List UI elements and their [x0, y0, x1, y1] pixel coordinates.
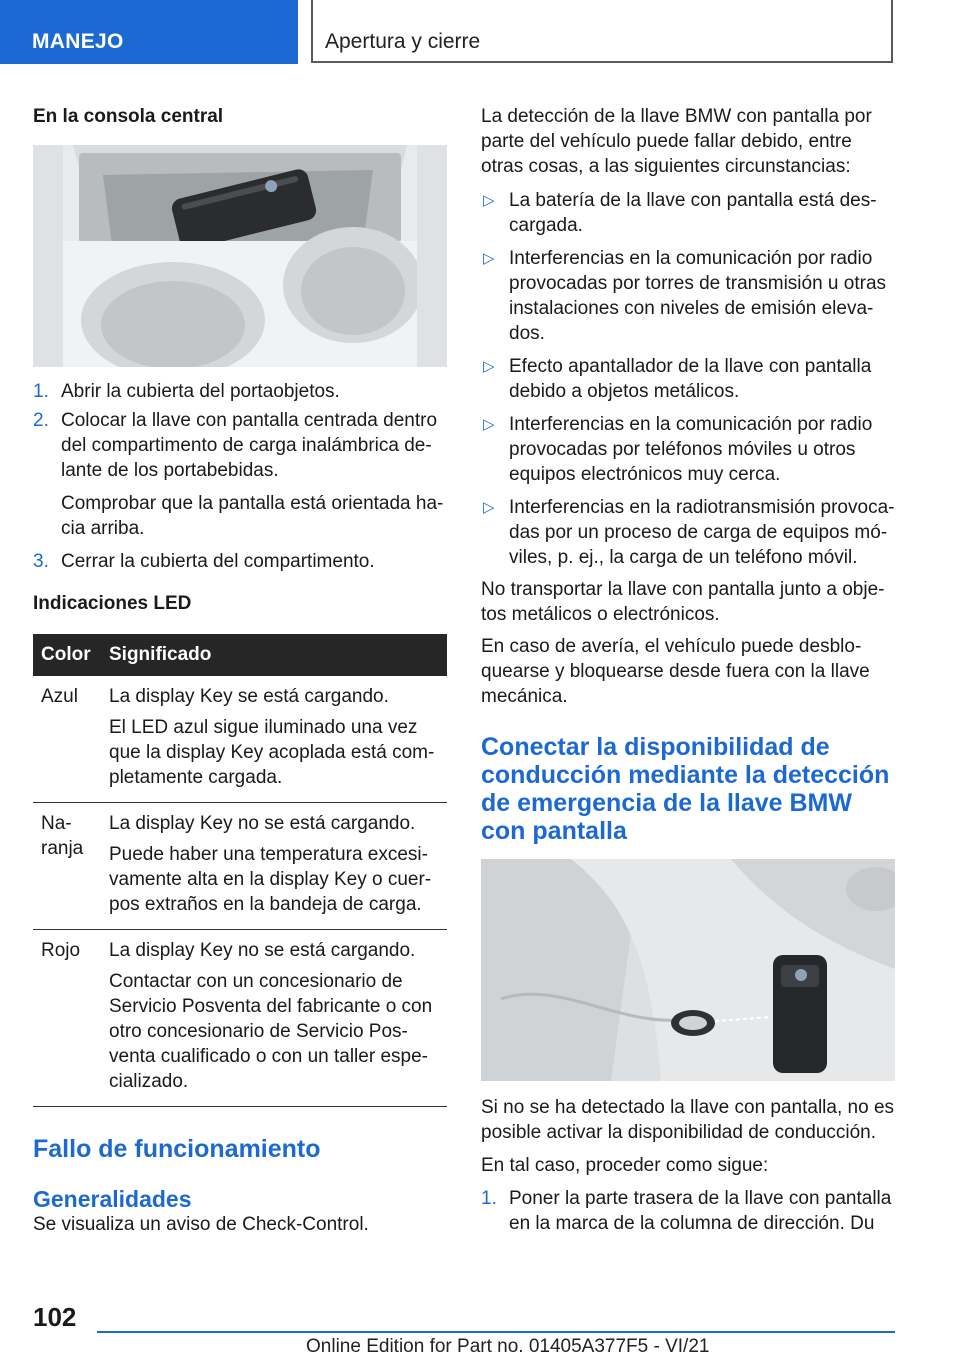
list-item — [33, 408, 447, 541]
chapter-box — [311, 0, 893, 63]
column-header-meaning: Significado — [101, 634, 447, 676]
step-number: 1. — [481, 1188, 497, 1209]
triangle-bullet-icon: ▷ — [483, 416, 495, 433]
chapter-title: Apertura y cierre — [325, 30, 481, 53]
list-item — [481, 354, 895, 404]
step-number: 1. — [33, 381, 49, 402]
cell-color: Azul — [33, 676, 101, 803]
page-number: 102 — [33, 1302, 77, 1332]
list-item — [33, 549, 447, 574]
edition-text: Online Edition for Part no. 01405A377F5 - VI/21 — [306, 1336, 710, 1357]
led-table — [33, 634, 447, 1107]
table-header-row — [33, 634, 447, 676]
section-title: MANEJO — [32, 30, 124, 53]
intro-text: La detección de la llave BMW con pantalla por parte del vehículo puede fallar debido, entre otras cosas, a las siguientes circunstancias: — [481, 106, 872, 177]
meaning-line: La display Key no se está cargando. — [109, 940, 416, 961]
section-tab — [0, 0, 298, 64]
list-item — [481, 495, 895, 570]
step-number: 2. — [33, 410, 49, 431]
step-text: Colocar la llave con pantalla centrada dentro del compartimento de carga inalámbrica delante de los portabebidas. — [61, 410, 438, 481]
step-text: Poner la parte trasera de la llave con pantalla en la marca de la columna de dirección. Du — [509, 1188, 892, 1234]
footer-divider — [97, 1331, 895, 1333]
cell-color: Rojo — [33, 930, 101, 1107]
right-column — [481, 104, 895, 1236]
meaning-line: La display Key no se está cargando. — [109, 813, 416, 834]
meaning-detail: Contactar con un concesionario de Servicio Posventa del fabricante o con otro concesionario de Servicio Posventa cualificado o con un taller especializado. — [109, 971, 433, 1092]
list-item — [481, 246, 895, 346]
bullet-text: Interferencias en la comunicación por radio provocadas por teléfonos móviles u otros equipos electrónicos muy cerca. — [509, 414, 873, 485]
list-item — [481, 188, 895, 238]
heading-console: En la consola central — [33, 106, 224, 127]
console-illustration — [33, 145, 447, 367]
bullet-text: Interferencias en la radiotransmisión provocadas por un proceso de carga de equipos móviles, p. ej., la carga de un teléfono móvil. — [509, 497, 895, 568]
circumstance-list — [481, 188, 895, 570]
steering-column-illustration — [481, 859, 895, 1081]
paragraph-not-detected: Si no se ha detectado la llave con pantalla, no es posible activar la disponibilidad de conducción. — [481, 1097, 895, 1143]
cell-color: Naranja — [33, 803, 101, 930]
step-number: 3. — [33, 551, 49, 572]
bullet-text: Efecto apantallador de la llave con pantalla debido a objetos metálicos. — [509, 356, 872, 402]
emergency-steps — [481, 1186, 895, 1236]
list-item — [481, 412, 895, 487]
triangle-bullet-icon: ▷ — [483, 192, 495, 209]
console-photo — [33, 145, 447, 367]
step-text: Cerrar la cubierta del compartimento. — [61, 551, 375, 572]
triangle-bullet-icon: ▷ — [483, 250, 495, 267]
meaning-line: La display Key se está cargando. — [109, 686, 389, 707]
meaning-detail: Puede haber una temperatura excesivamente alta en la display Key o cuerpos extraños en la bandeja de carga. — [109, 844, 432, 915]
bullet-text: Interferencias en la comunicación por radio provocadas por torres de transmisión u otras instalaciones con niveles de emisión elevados. — [509, 248, 887, 344]
cell-meaning — [101, 676, 447, 803]
bullet-text: La batería de la llave con pantalla está descargada. — [509, 190, 877, 236]
console-steps — [33, 379, 447, 574]
general-text: Se visualiza un aviso de Check-Control. — [33, 1214, 369, 1235]
paragraph-proceed: En tal caso, proceder como sigue: — [481, 1155, 769, 1176]
cell-meaning — [101, 803, 447, 930]
steering-column-photo — [481, 859, 895, 1081]
left-column — [33, 104, 447, 1237]
table-row — [33, 930, 447, 1107]
table-row — [33, 676, 447, 803]
list-item — [33, 379, 447, 404]
cell-meaning — [101, 930, 447, 1107]
list-item — [481, 1186, 895, 1236]
table-row — [33, 803, 447, 930]
triangle-bullet-icon: ▷ — [483, 499, 495, 516]
triangle-bullet-icon: ▷ — [483, 358, 495, 375]
heading-emergency-detection: Conectar la disponibilidad de conducción mediante la detección de emergencia de la llave BMW con pantalla — [481, 733, 890, 845]
meaning-detail: El LED azul sigue iluminado una vez que la display Key acoplada está completamente cargada. — [109, 717, 435, 788]
step-note: Comprobar que la pantalla está orientada hacia arriba. — [61, 493, 444, 539]
step-text: Abrir la cubierta del portaobjetos. — [61, 381, 340, 402]
column-header-color: Color — [33, 634, 101, 676]
heading-general: Generalidades — [33, 1186, 192, 1212]
heading-led: Indicaciones LED — [33, 593, 192, 614]
paragraph-transport: No transportar la llave con pantalla junto a objetos metálicos o electrónicos. — [481, 579, 885, 625]
heading-malfunction: Fallo de funcionamiento — [33, 1135, 321, 1163]
paragraph-breakdown: En caso de avería, el vehículo puede desbloquearse y bloquearse desde fuera con la llave mecánica. — [481, 636, 870, 707]
